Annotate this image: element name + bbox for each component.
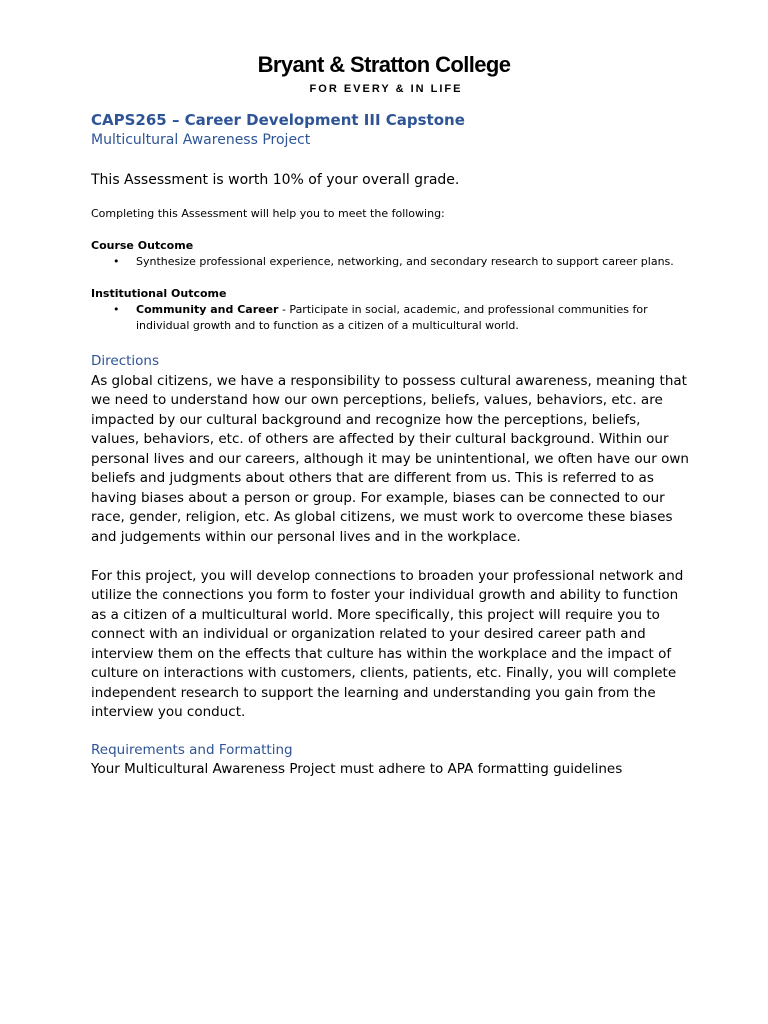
college-name: Bryant & Stratton College: [257, 52, 511, 77]
assessment-intro: Completing this Assessment will help you to meet the following:: [91, 207, 445, 220]
course-outcome-heading: Course Outcome: [91, 239, 194, 252]
institutional-outcome-heading: Institutional Outcome: [91, 287, 227, 300]
course-outcome-list: [91, 254, 691, 270]
college-logo: [0, 52, 768, 96]
bullet-icon: •: [113, 303, 120, 316]
course-outcome-item: [91, 254, 691, 270]
project-title: Multicultural Awareness Project: [91, 132, 311, 148]
assessment-worth: This Assessment is worth 10% of your overall grade.: [91, 172, 460, 188]
institutional-outcome-label: Community and Career: [136, 303, 279, 316]
institutional-outcome-list: [91, 302, 691, 334]
directions-paragraph: For this project, you will develop connections to broaden your professional network and utilize the connections you form to foster your individual growth and ability to function as a citizen of a multicultural world. More specifically, this project will require you to connect with an individual or organization related to your desired career path and interview them on the effects that culture has within the workplace and the impact of culture on interactions with customers, clients, patients, etc. Finally, you will complete independent research to support the learning and understanding you gain from the interview you conduct.: [91, 567, 684, 720]
directions-paragraph: As global citizens, we have a responsibility to possess cultural awareness, meaning that we need to understand how our own perceptions, beliefs, values, behaviors, etc. are impacted by our cultural background and recognize how the perceptions, beliefs, values, behaviors, etc. of others are affected by their cultural background. Within our personal lives and our careers, although it may be unintentional, we often have our own beliefs and judgments about others that are different from us. This is referred to as having biases about a person or group. For example, biases can be connected to our race, gender, religion, etc. As global citizens, we must work to overcome these biases and judgements within our personal lives and in the workplace.: [91, 372, 689, 545]
institutional-outcome-text: - Participate in social, academic, and professional communities for individual growth and to function as a citizen of a multicultural world.: [136, 303, 648, 332]
requirements-text: Your Multicultural Awareness Project must adhere to APA formatting guidelines: [91, 761, 623, 777]
college-tagline: FOR EVERY & IN LIFE: [309, 83, 463, 95]
bullet-icon: •: [113, 255, 120, 268]
directions-heading: Directions: [91, 353, 160, 369]
document-body: [91, 110, 691, 780]
course-title: CAPS265 – Career Development III Capstone: [91, 111, 465, 129]
course-outcome-text: Synthesize professional experience, networking, and secondary research to support career plans.: [136, 255, 674, 268]
institutional-outcome-item: [91, 302, 691, 334]
requirements-heading: Requirements and Formatting: [91, 741, 293, 758]
